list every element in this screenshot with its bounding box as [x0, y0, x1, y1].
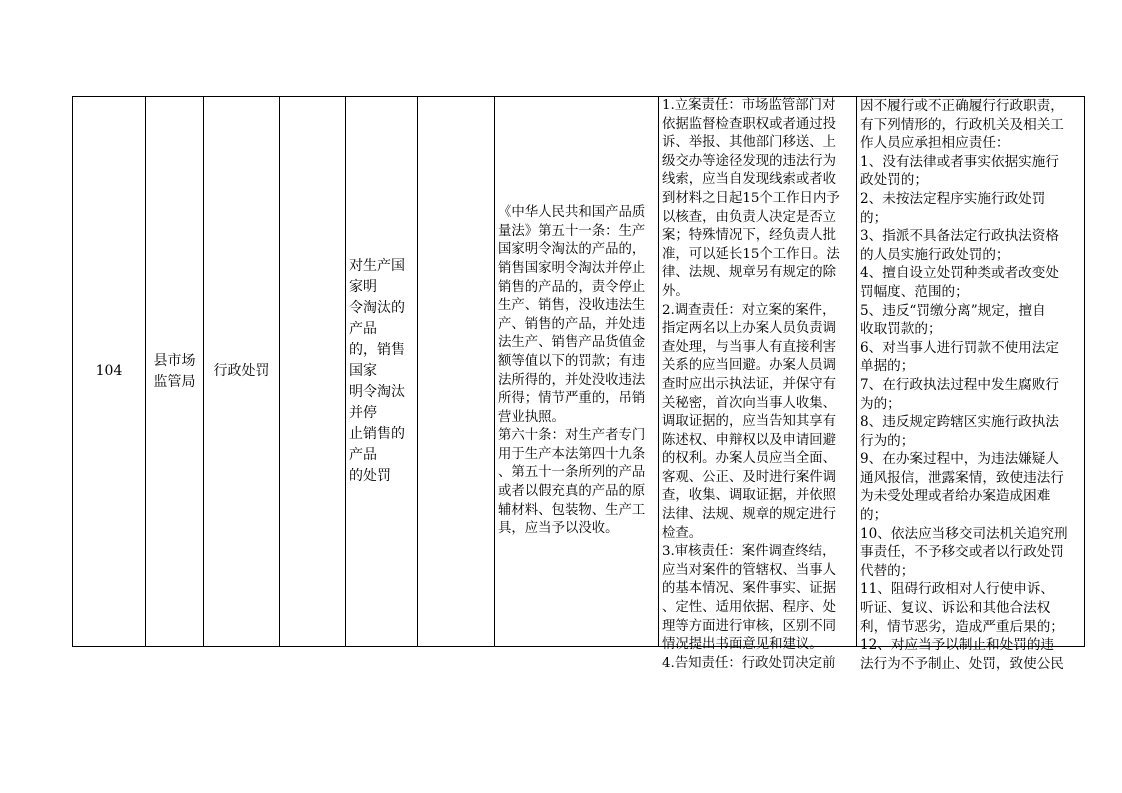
power-list-table: [72, 96, 1085, 672]
department: 县市场 监管局: [153, 352, 196, 390]
department-cell: [146, 97, 204, 647]
responsibility-cell: [659, 97, 857, 671]
accountability-cell: [857, 97, 1085, 672]
category: 行政处罚: [213, 363, 270, 379]
row-number-cell: [73, 97, 146, 647]
legal-basis: 《中华人民共和国产品质 量法》第五十一条：生产 国家明令淘汰的产品的， 销售国家明令淘汰并停止 销售的产品的，责令停止 生产、销售，没收违法生 产、销售的产品，并处违 法生产、销售产品货值金 额等值以下的罚款；有违 法所得的，并处没收违法 所得；情节严重的，吊销 营业执照。 第六十条：对生产者专门 用于生产本法第四十九条 、第五十一条所列的产品 或者以假充真的产品的原 辅材料、包装物、生产工 具，应当予以没收。: [498, 205, 646, 537]
empty-cell-2: [418, 97, 495, 647]
category-cell: [204, 97, 280, 647]
empty-cell: [280, 97, 346, 647]
item-name-cell: [346, 97, 418, 647]
item-name: 对生产国家明 令淘汰的产品 的，销售国家 明令淘汰并停 止销售的产品 的处罚: [349, 258, 405, 484]
responsibility: 1.立案责任：市场监管部门对 依据监督检查职权或者通过投 诉、举报、其他部门移送、上 级交办等途径发现的违法行为 线索，应当自发现线索或者收 到材料之日起15个工作日内予 以核查，由负责人决定是否立 案；特殊情况下，经负责人批 准，可以延长15个工作日。法 律、法规、规章另有规定的除 外。 2.调查责任：对立案的案件， 指定两名以上办案人员负责调 查处理，与当事人有直接利害 关系的应当回避。办案人员调 查时应出示执法证，并保守有 关秘密，首次向当事人收集、 调取证据的，应当告知其享有 陈述权、申辩权以及申请回避 的权利。办案人员应当全面、 客观、公正、及时进行案件调 查，收集、调取证据，并依照 法律、法规、规章的规定进行 检查。 3.审核责任：案件调查终结， 应当对案件的管辖权、当事人 的基本情况、案件事实、证据 、定性、适用依据、程序、处 理等方面进行审核，区别不同 情况提出书面意见和建议。 4.告知责任：行政处罚决定前: [662, 98, 840, 671]
row-number: 104: [95, 363, 123, 379]
table-row: [73, 97, 1085, 647]
legal-basis-cell: [495, 97, 659, 647]
accountability: 因不履行或不正确履行行政职责， 有下列情形的，行政机关及相关工 作人员应承担相应责任： 1、没有法律或者事实依据实施行 政处罚的； 2、未按法定程序实施行政处罚 的； 3、指派不具备法定行政执法资格 的人员实施行政处罚的； 4、擅自设立处罚种类或者改变处 罚幅度、范围的； 5、违反“罚缴分离”规定，擅自 收取罚款的； 6、对当事人进行罚款不使用法定 单据的； 7、在行政执法过程中发生腐败行 为的； 8、违反规定跨辖区实施行政执法 行为的； 9、在办案过程中，为违法嫌疑人 通风报信，泄露案情，致使违法行 为未受处理或者给办案造成困难 的； 10、依法应当移交司法机关追究刑 事责任，不予移交或者以行政处罚 代替的； 11、阻碍行政相对人行使申诉、 听证、复议、诉讼和其他合法权 利，情节恶劣，造成严重后果的； 12、对应当予以制止和处罚的违 法行为不予制止、处罚，致使公民: [860, 98, 1068, 672]
